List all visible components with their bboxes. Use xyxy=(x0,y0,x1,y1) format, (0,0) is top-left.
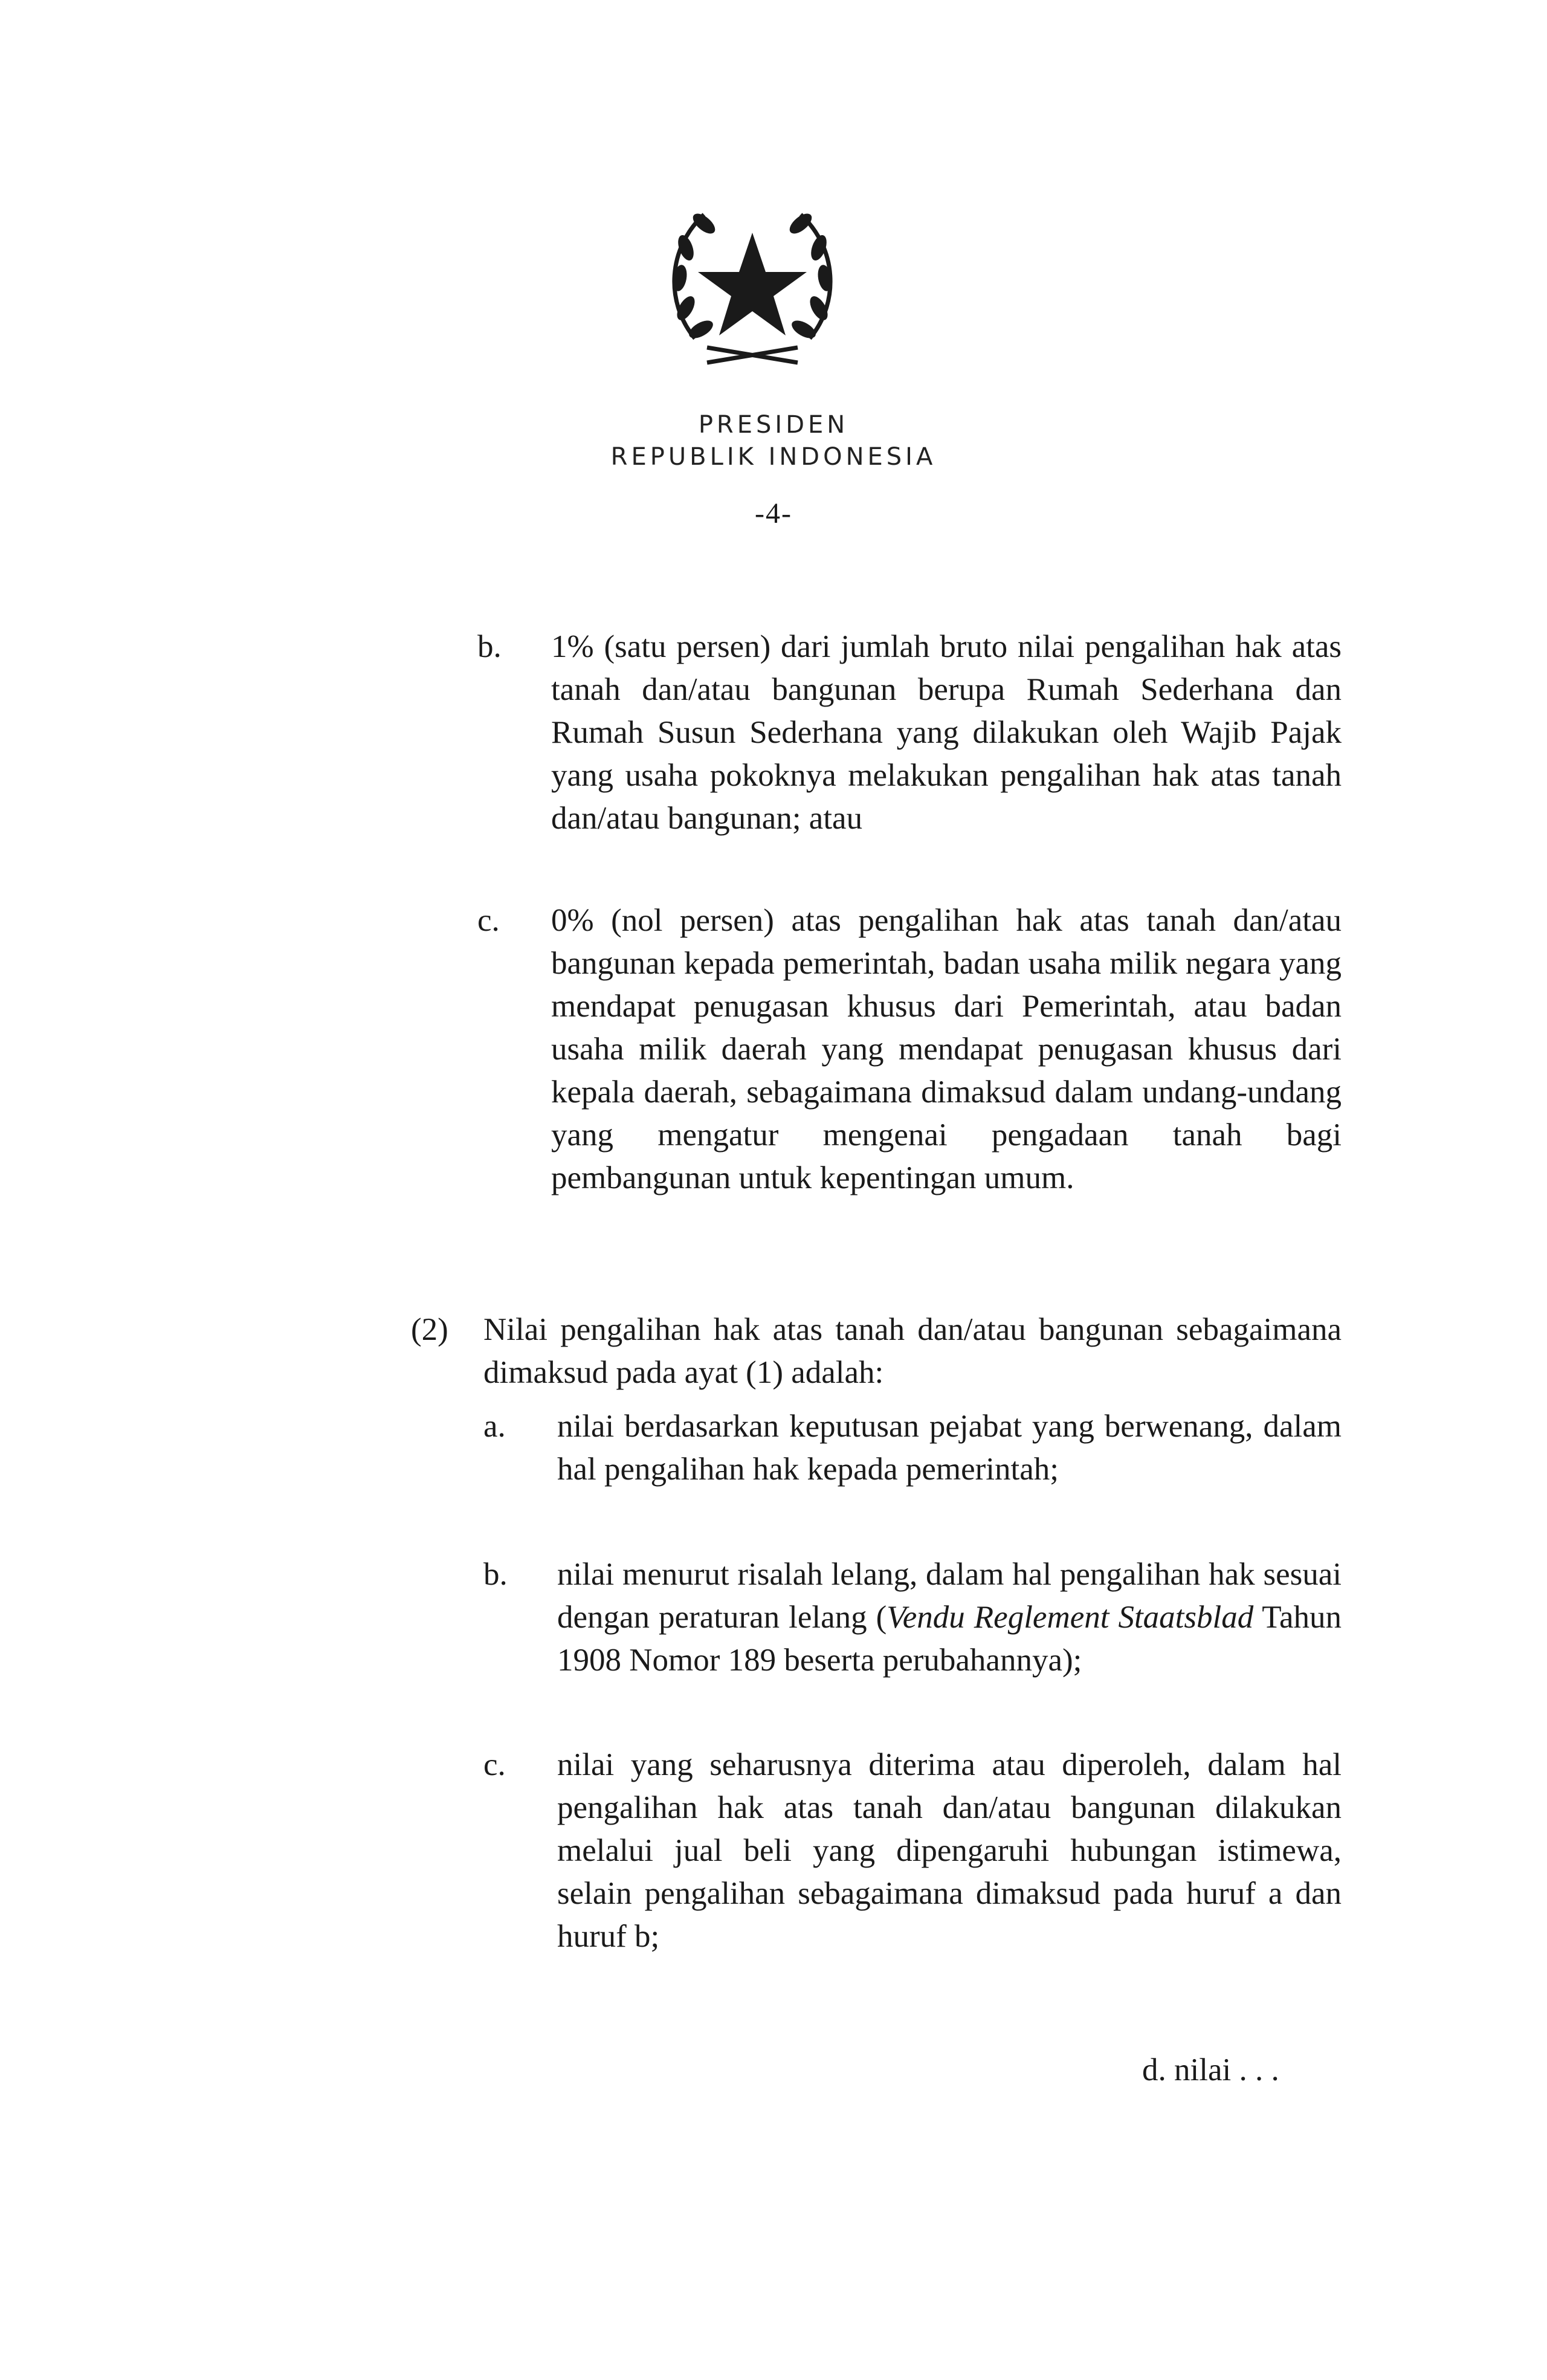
star-wreath-emblem-icon xyxy=(653,181,852,381)
item-c1-text: 0% (nol persen) atas pengalihan hak atas tanah dan/atau bangunan kepada pemerintah, badan usaha milik negara yang mendapat penugasan khusus dari Pemerintah, atau badan usaha milik daerah yang mendapat penugasan khusus dari kepala daerah, sebagaimana dimaksud dalam undang-undang yang mengatur mengenai pengadaan tanah bagi pembangunan untuk kepentingan umum. xyxy=(551,903,1342,1195)
ayat-2-text: Nilai pengalihan hak atas tanah dan/atau bangunan sebagaimana dimaksud pada ayat (1) adalah: xyxy=(483,1312,1342,1390)
item-c2-text: nilai yang seharusnya diterima atau diperoleh, dalam hal pengalihan hak atas tanah dan/atau bangunan dilakukan melalui jual beli yang dipengaruhi hubungan istimewa, selain pengalihan sebagaimana dimaksud pada huruf a dan huruf b; xyxy=(557,1747,1342,1954)
item-a2-marker: a. xyxy=(483,1409,506,1444)
item-a2-text: nilai berdasarkan keputusan pejabat yang berwenang, dalam hal pengalihan hak kepada pemerintah; xyxy=(557,1409,1342,1487)
item-c1-marker: c. xyxy=(477,903,500,938)
item-b1-text: 1% (satu persen) dari jumlah bruto nilai pengalihan hak atas tanah dan/atau bangunan berupa Rumah Sederhana dan Rumah Susun Sederhana yang dilakukan oleh Wajib Pajak yang usaha pokoknya melakukan pengalihan hak atas tanah dan/atau bangunan; atau xyxy=(551,629,1342,836)
item-b2-italic: Vendu Reglement Staatsblad xyxy=(887,1600,1254,1635)
item-b2-text: nilai menurut risalah lelang, dalam hal pengalihan hak sesuai dengan peraturan lelang (Vendu Reglement Staatsblad Tahun 1908 Nomor 189 beserta perubahannya); xyxy=(557,1557,1342,1678)
item-b1-marker: b. xyxy=(477,629,502,664)
page-continuation: d. nilai . . . xyxy=(1142,2052,1279,2087)
header-title: PRESIDEN xyxy=(698,411,849,439)
ayat-2-marker: (2) xyxy=(411,1312,448,1347)
item-b2-marker: b. xyxy=(483,1557,508,1592)
header-subtitle: REPUBLIK INDONESIA xyxy=(610,443,937,471)
item-c2-marker: c. xyxy=(483,1747,506,1782)
page-number: -4- xyxy=(755,497,792,529)
